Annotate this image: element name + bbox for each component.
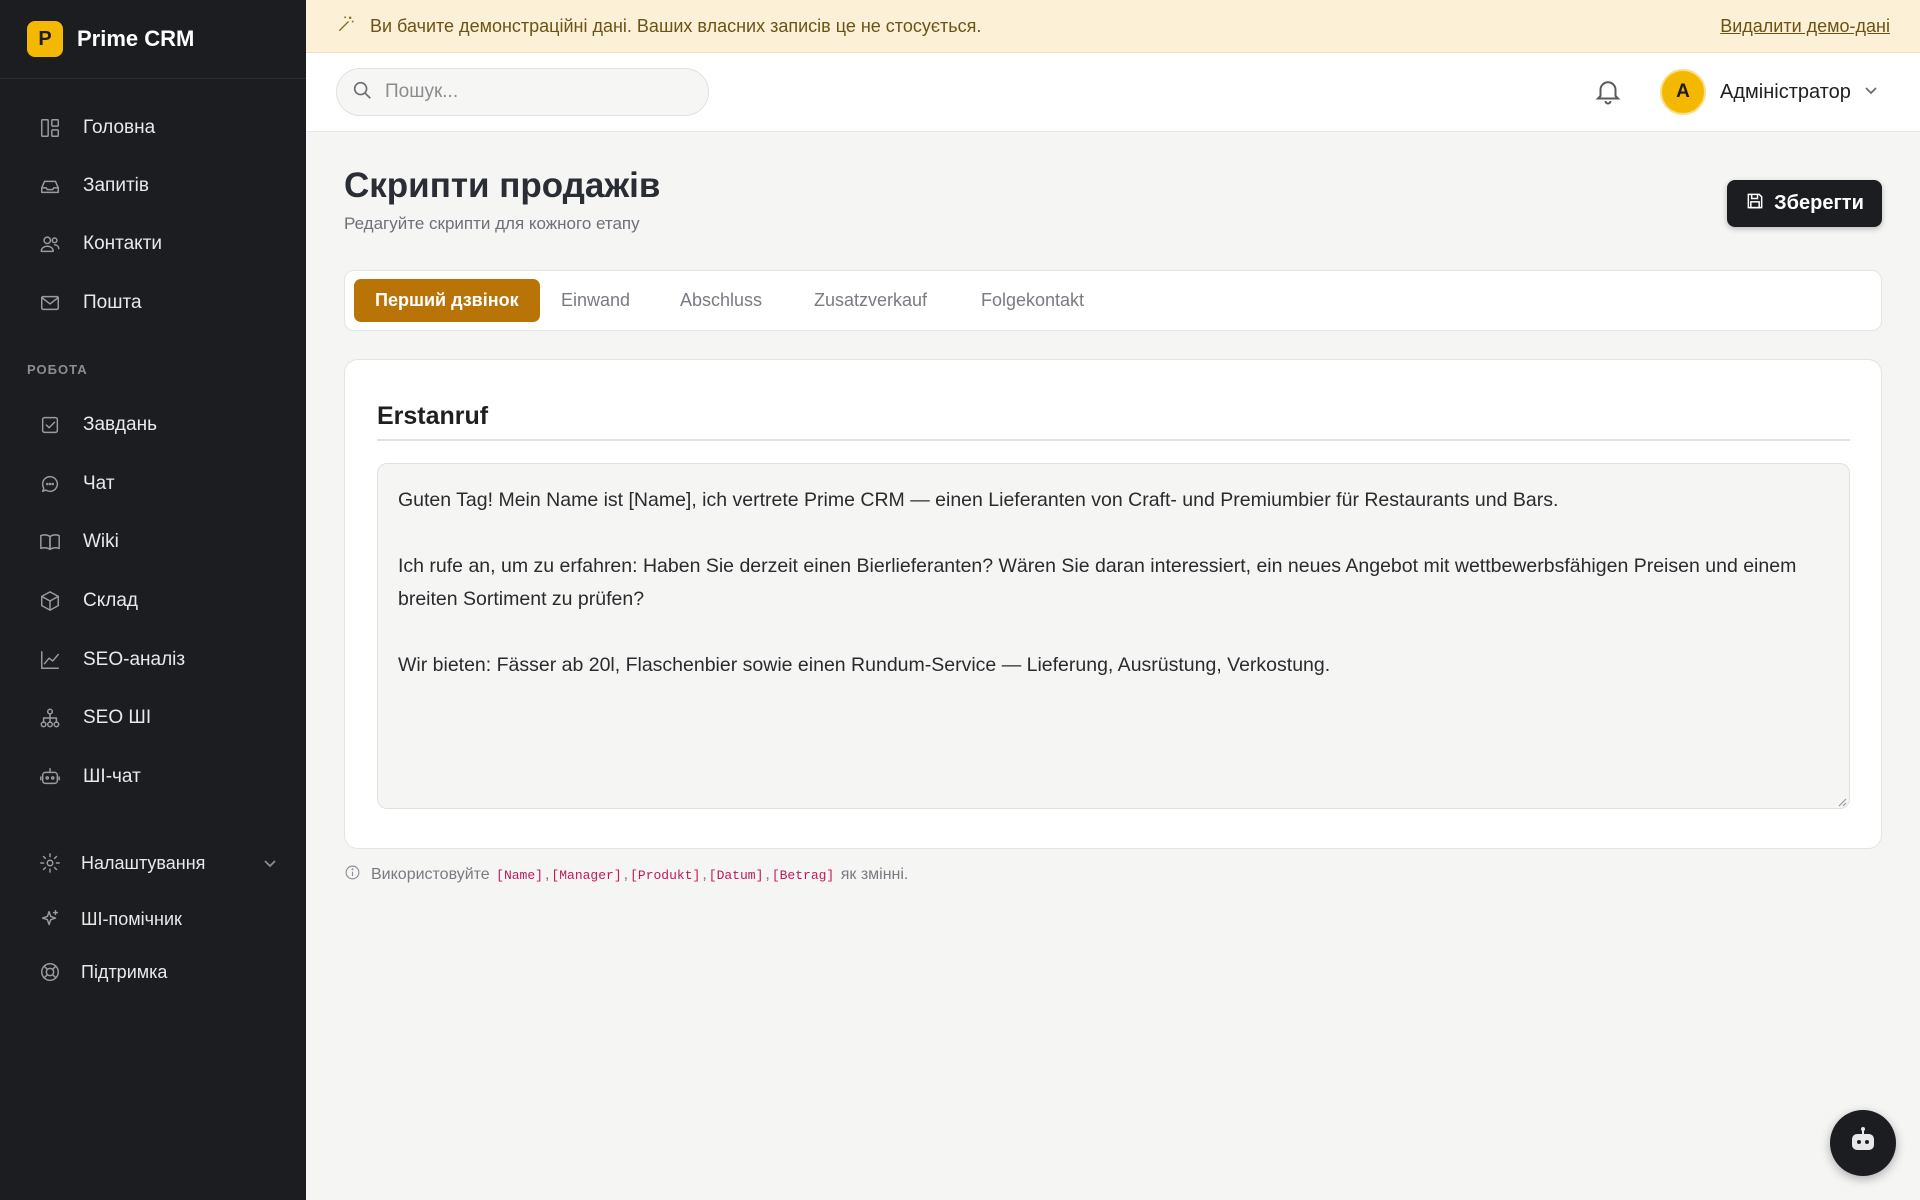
sidebar-item-ai-chat[interactable] bbox=[0, 753, 306, 801]
sidebar-item-label: Контакти bbox=[83, 233, 163, 254]
tab-first-call[interactable]: Перший дзвінок bbox=[354, 279, 540, 322]
variable-produkt: [Produkt] bbox=[630, 867, 701, 883]
checkbox-icon bbox=[39, 414, 61, 436]
sidebar-item-label: SEO-аналіз bbox=[83, 649, 186, 670]
search-input[interactable] bbox=[385, 81, 685, 103]
chat-icon bbox=[39, 473, 61, 495]
sidebar-item-warehouse[interactable] bbox=[0, 577, 306, 625]
resize-handle-icon[interactable] bbox=[1835, 794, 1847, 806]
network-icon bbox=[39, 707, 61, 729]
sidebar-item-label: Запитів bbox=[83, 175, 149, 196]
sidebar-item-mail[interactable] bbox=[0, 279, 306, 327]
chevron-down-icon bbox=[1863, 82, 1879, 103]
magic-wand-icon bbox=[336, 14, 356, 39]
avatar: A bbox=[1660, 69, 1706, 115]
tab-zusatzverkauf[interactable]: Zusatzverkauf bbox=[814, 290, 928, 310]
mail-icon bbox=[39, 292, 61, 314]
sparkle-icon bbox=[39, 908, 61, 930]
book-icon bbox=[39, 531, 61, 553]
user-name: Адміністратор bbox=[1720, 80, 1851, 103]
sidebar-item-label: Чат bbox=[83, 473, 115, 494]
sidebar-item-contacts[interactable] bbox=[0, 220, 306, 268]
tab-folgekontakt[interactable]: Folgekontakt bbox=[981, 290, 1085, 310]
save-button-label: Зберегти bbox=[1774, 192, 1864, 214]
sidebar-item-chat[interactable] bbox=[0, 460, 306, 508]
sidebar-item-tasks[interactable] bbox=[0, 401, 306, 449]
bell-icon bbox=[1593, 93, 1623, 110]
script-textarea[interactable]: Guten Tag! Mein Name ist [Name], ich vertrete Prime CRM — einen Lieferanten von Craft- und Premiumbier für Restaurants und Bars. Ich rufe an, um zu erfahren: Haben Sie derzeit einen Bierlieferanten? Wären Sie daran interessiert, ein neues Angebot mit wettbewerbsfähigen Preisen und einem breiten Sortiment zu prüfen? Wir bieten: Fässer ab 20l, Flaschenbier sowie einen Rundum-Service — Lieferung, Ausrüstung, Verkostung. bbox=[377, 463, 1850, 809]
hint-suffix: як змінні. bbox=[840, 866, 909, 883]
tab-abschluss[interactable]: Abschluss bbox=[680, 290, 763, 310]
variable-name: [Name] bbox=[496, 867, 543, 883]
sidebar-item-ai-assistant[interactable] bbox=[0, 895, 306, 943]
script-tabs bbox=[344, 270, 1882, 331]
sidebar-item-wiki[interactable] bbox=[0, 518, 306, 566]
page-title: Скрипти продажів bbox=[344, 166, 661, 205]
sidebar-item-label: Склад bbox=[83, 590, 138, 611]
gear-icon bbox=[39, 852, 61, 874]
topbar bbox=[306, 53, 1920, 132]
sidebar-item-seo-analysis[interactable] bbox=[0, 636, 306, 684]
sidebar-item-label: Пошта bbox=[83, 292, 142, 313]
sidebar-item-label: SEO ШІ bbox=[83, 707, 152, 728]
inbox-icon bbox=[39, 175, 61, 197]
robot-icon bbox=[39, 766, 61, 788]
sidebar-item-label: ШІ-чат bbox=[83, 766, 141, 787]
sidebar-item-requests[interactable] bbox=[0, 162, 306, 210]
sidebar-section-label: РОБОТА bbox=[27, 362, 88, 377]
demo-banner-text: Ви бачите демонстраційні дані. Ваших власних записів це не стосується. bbox=[370, 15, 982, 36]
info-icon bbox=[344, 864, 371, 886]
sidebar-item-label: ШІ-помічник bbox=[81, 908, 182, 929]
delete-demo-data-link[interactable]: Видалити демо-дані bbox=[1720, 15, 1890, 36]
user-menu[interactable] bbox=[1660, 69, 1879, 115]
chart-icon bbox=[39, 649, 61, 671]
search-box[interactable] bbox=[336, 68, 709, 116]
save-icon bbox=[1745, 191, 1774, 217]
users-icon bbox=[39, 233, 61, 255]
sidebar-item-label: Налаштування bbox=[81, 852, 206, 873]
page-subtitle: Редагуйте скрипти для кожного етапу bbox=[344, 214, 640, 233]
variable-betrag: [Betrag] bbox=[771, 867, 835, 883]
brand-logo: P bbox=[27, 21, 63, 57]
brand[interactable] bbox=[0, 0, 306, 79]
sidebar-item-label: Завдань bbox=[83, 414, 157, 435]
demo-banner bbox=[306, 0, 1920, 53]
search-icon bbox=[351, 79, 373, 106]
ai-assistant-fab[interactable] bbox=[1830, 1110, 1896, 1176]
chevron-down-icon bbox=[262, 855, 278, 871]
lifebuoy-icon bbox=[39, 961, 61, 983]
tab-einwand[interactable]: Einwand bbox=[561, 290, 631, 310]
hint-prefix: Використовуйте bbox=[371, 866, 490, 883]
variable-datum: [Datum] bbox=[708, 867, 764, 883]
sidebar-item-seo-ai[interactable] bbox=[0, 694, 306, 742]
sidebar bbox=[0, 0, 306, 1200]
dashboard-icon bbox=[39, 117, 61, 139]
sidebar-item-label: Підтримка bbox=[81, 961, 168, 982]
divider bbox=[377, 439, 1850, 441]
script-title: Erstanruf bbox=[377, 402, 489, 430]
variables-hint: Використовуйте [Name] , [Manager] , [Produkt] , [Datum] , [Betrag] як змінні. bbox=[344, 864, 908, 886]
sidebar-item-home[interactable] bbox=[0, 104, 306, 152]
variable-manager: [Manager] bbox=[551, 867, 622, 883]
sidebar-item-settings[interactable] bbox=[0, 839, 306, 887]
sidebar-item-support[interactable] bbox=[0, 948, 306, 996]
notifications-button[interactable] bbox=[1593, 76, 1625, 108]
sidebar-item-label: Головна bbox=[83, 117, 156, 138]
script-card bbox=[344, 359, 1882, 849]
robot-icon bbox=[1846, 1124, 1880, 1163]
sidebar-item-label: Wiki bbox=[83, 531, 119, 552]
box-icon bbox=[39, 590, 61, 612]
brand-name: Prime CRM bbox=[77, 26, 195, 51]
save-button[interactable] bbox=[1727, 180, 1882, 227]
